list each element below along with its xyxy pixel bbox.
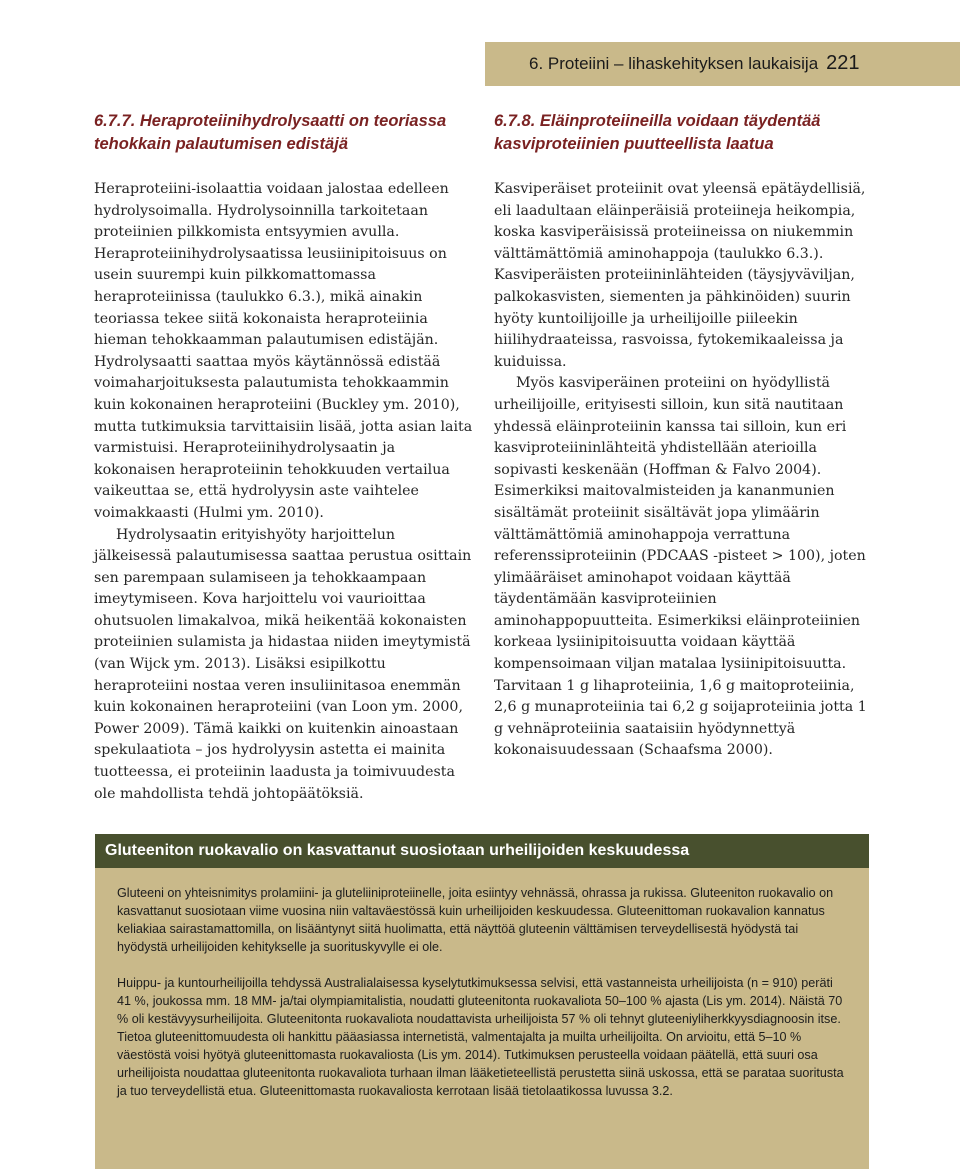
info-box <box>95 834 869 1169</box>
chapter-title: 6. Proteiini – lihaskehityksen laukaisija <box>529 54 819 73</box>
left-column <box>94 110 474 805</box>
section-title-6-7-8: 6.7.8. Eläinproteiineilla voidaan täydentää kasviproteiinien puutteellista laatua <box>494 112 821 153</box>
page-number: 221 <box>826 52 860 74</box>
left-paragraph-1: Heraproteiini-isolaattia voidaan jalostaa edelleen hydrolysoimalla. Hydrolysoinnilla tarkoitetaan proteiinien pilkkomista entsyymien avulla. Heraproteiinihydrolysaatissa leusiinipitoisuus on usein suurempi kuin pilkkomattomassa heraproteiinissa (taulukko 6.3.), mikä ainakin teoriassa tekee siitä kokonaista heraproteiinia hieman tehokkaamman palautumisen edistäjän. Hydrolysaatti saattaa myös käytännössä edistää voimaharjoituksesta palautumista tehokkaammin kuin kokonainen heraproteiini (Buckley ym. 2010), mutta tutkimuksia tarvittaisiin lisää, jotta asian laita varmistuisi. Heraproteiinihydrolysaatin ja kokonaisen heraproteiinin tehokkuuden vertailua vaikeuttaa se, että hydrolyysin aste vaihtelee voimakkaasti (Hulmi ym. 2010). <box>94 181 473 521</box>
right-paragraph-1: Kasviperäiset proteiinit ovat yleensä epätäydellisiä, eli laadultaan eläinperäisiä proteiineja heikompia, koska kasviperäisissä proteiineissa on niukemmin välttämättömiä aminohappoja (taulukko 6.3.). Kasviperäisten proteiininlähteiden (täysjyväviljan, palkokasvisten, siementen ja pähkinöiden) suurin hyöty kuntoilijoille ja urheilijoille piileekin hiilihydraateissa, rasvoissa, fytokemikaaleissa ja kuiduissa. <box>494 181 866 370</box>
left-paragraph-2: Hydrolysaatin erityishyöty harjoittelun jälkeisessä palautumisessa saattaa perustua osittain sen parempaan sulamiseen ja tehokkaampaan imeytymiseen. Kova harjoittelu voi vaurioittaa ohutsuolen limakalvoa, mikä heikentää kokonaisten proteiinien sulamista ja hidastaa niiden imeytymistä (van Wijck ym. 2013). Lisäksi esipilkottu heraproteiini nostaa veren insuliinitasoa enemmän kuin kokonainen heraproteiini (van Loon ym. 2000, Power 2009). Tämä kaikki on kuitenkin ainoastaan spekulaatiota – jos hydrolyysin astetta ei mainita tuotteessa, ei proteiinin laadusta ja toimivuudesta ole mahdollista tehdä johtopäätöksiä. <box>94 526 472 802</box>
info-box-title: Gluteeniton ruokavalio on kasvattanut suosiotaan urheilijoiden keskuudessa <box>95 834 869 868</box>
right-paragraph-2: Myös kasviperäinen proteiini on hyödyllistä urheilijoille, erityisesti silloin, kun sitä nautitaan yhdessä eläinproteiinin kanssa tai silloin, kun eri kasviproteiininlähteitä yhdistellään aterioilla sopivasti keskenään (Hoffman & Falvo 2004). Esimerkiksi maitovalmisteiden ja kananmunien sisältämät proteiinit sisältävät jopa ylimäärin välttämättömiä aminohappoja verrattuna referenssiproteiinin (PDCAAS -pisteet > 100), joten ylimääräiset aminohapot voidaan käyttää täydentämään kasviproteiinien aminohappopuutteita. Esimerkiksi eläinproteiinien korkeaa lysiinipitoisuutta voidaan käyttää kompensoimaan viljan matalaa lysiinipitoisuutta. Tarvitaan 1 g lihaproteiinia, 1,6 g maitoproteiinia, 2,6 g munaproteiinia tai 6,2 g soijaproteiinia jotta 1 g vehnäproteiinia saataisiin hyödynnettyä kokonaisuudessaan (Schaafsma 2000). <box>494 375 867 759</box>
section-title-6-7-7: 6.7.7. Heraproteiinihydrolysaatti on teoriassa tehokkain palautumisen edistäjä <box>94 112 447 153</box>
left-body <box>94 179 474 805</box>
info-box-paragraph-1: Gluteeni on yhteisnimitys prolamiini- ja gluteliiniproteiinelle, joita esiintyy vehnässä, ohrassa ja rukissa. Gluteeniton ruokavalio on kasvattanut suosiotaan viime vuosina niin valtaväestössä kuin urheilijoiden keskuudessa. Gluteenittoman ruokavalion kannatus keliakiaa sairastamattomilla, on lisääntynyt siitä huolimatta, että näyttöä gluteenin välttämisen terveydellisestä hyödystä tai hyödystä urheilijoiden kehitykselle ja suorituskyvylle ei ole. <box>117 886 834 954</box>
running-header <box>529 52 860 75</box>
right-column <box>494 110 874 762</box>
info-box-body <box>117 884 847 1118</box>
right-body <box>494 179 874 762</box>
info-box-paragraph-2: Huippu- ja kuntourheilijoilla tehdyssä Australialaisessa kyselytutkimuksessa selvisi, että vastanneista urheilijoista (n = 910) peräti 41 %, joukossa mm. 18 MM- ja/tai olympiamitalistia, noudatti gluteenitonta ruokavaliota 50–100 % ajasta (Lis ym. 2014). Näistä 70 % oli kestävyysurheilijoita. Gluteenitonta ruokavaliota noudattavista urheilijoista 57 % oli tehnyt gluteeniyliherkkyysdiagnoosin itse. Tietoa gluteenittomuudesta oli hankittu pääasiassa internetistä, valmentajalta ja muilta urheilijoilta. On arvioitu, että 5–10 % väestöstä voisi hyötyä gluteenittomasta ruokavaliosta (Lis ym. 2014). Tutkimuksen perusteella voidaan päätellä, että suuri osa urheilijoista noudattaa gluteenitonta ruokavaliota turhaan ilman lääketieteellistä perustetta siinä uskossa, että se parataa suoritusta ja tuo terveydellistä etua. Gluteenittomasta ruokavaliosta kerrotaan lisää tietolaatikossa luvussa 3.2. <box>117 976 844 1098</box>
